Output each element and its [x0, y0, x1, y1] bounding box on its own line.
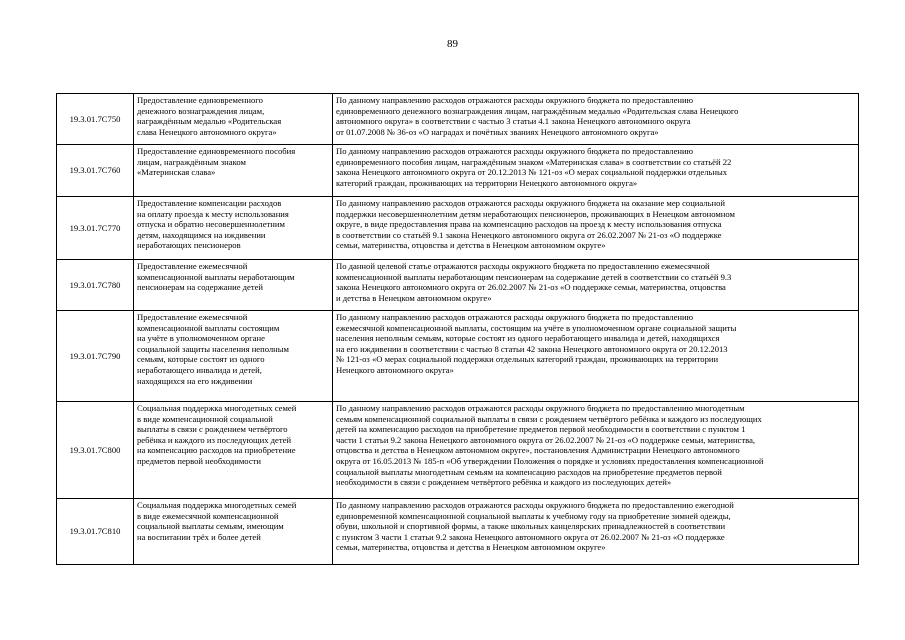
table-row: [57, 499, 859, 565]
row-name: Предоставление ежемесячной компенсационной выплаты неработающим пенсионерам на содержание детей: [134, 260, 333, 311]
row-code: 19.3.01.7С770: [57, 197, 134, 260]
table-row: [57, 94, 859, 145]
row-description: По данному направлению расходов отражаются расходы окружного бюджета по предоставлению многодетным семьям компенсационной социальной выплаты в связи с рождением четвёртого ребёнка и каждого из последующих детей на компенсацию расходов на приобретение предметов первой необходимости в соответствии с пунктом 1 части 1 статьи 9.2 закона Ненецкого автономного округа от 26.02.2007 № 21-оз «О поддержке семьи, материнства, отцовства и детства в Ненецком автономном округе», постановления Администрации Ненецкого автономного округа от 16.05.2013 № 185-п «Об утверждении Положения о порядке и условиях предоставления компенсационной социальной выплаты многодетным семьям на компенсацию расходов на приобретение предметов первой необходимости в связи с рождением четвёртого ребёнка и каждого из последующих детей»: [333, 402, 859, 499]
row-description: По данному направлению расходов отражаются расходы окружного бюджета по предоставлению единовременного денежного вознаграждения лицам, награждённым медалью «Родительская слава Ненецкого автономного округа» в соответствии с частью 3 статьи 4.1 закона Ненецкого автономного округа от 01.07.2008 № 36-оз «О наградах и почётных званиях Ненецкого автономного округа»: [333, 94, 859, 145]
row-description: По данной целевой статье отражаются расходы окружного бюджета по предоставлению ежемесячной компенсационной выплаты неработающим пенсионерам на содержание детей в соответствии со статьёй 9.3 закона Ненецкого автономного округа от 26.02.2007 № 21-оз «О поддержке семьи, материнства, отцовства и детства в Ненецком автономном округе»: [333, 260, 859, 311]
row-name: Социальная поддержка многодетных семей в виде компенсационной социальной выплаты в связи с рождением четвёртого ребёнка и каждого из последующих детей на компенсацию расходов на приобретение предметов первой необходимости: [134, 402, 333, 499]
row-name: Предоставление ежемесячной компенсационной выплаты состоящим на учёте в уполномоченном органе социальной защиты населения неполным семьям, которые состоят из одного неработающего инвалида и детей, находящихся на его иждивении: [134, 311, 333, 402]
row-code: 19.3.01.7С790: [57, 311, 134, 402]
row-description: По данному направлению расходов отражаются расходы окружного бюджета по предоставлению единовременного пособия лицам, награждённым знаком «Материнская слава» в соответствии со статьёй 22 закона Ненецкого автономного округа от 20.12.2013 № 121-оз «О мерах социальной поддержки отдельных категорий граждан, проживающих на территории Ненецкого автономного округа»: [333, 145, 859, 197]
page-number: 89: [447, 38, 458, 50]
table-row: [57, 311, 859, 402]
row-description: По данному направлению расходов отражаются расходы окружного бюджета по предоставлению ежегодной единовременной компенсационной социальной выплаты к учебному году на приобретение зимней одежды, обуви, школьной и спортивной формы, а также школьных канцелярских принадлежностей в соответствии с пунктом 3 части 1 статьи 9.2 закона Ненецкого автономного округа от 26.02.2007 № 21-оз «О поддержке семьи, материнства, отцовства и детства в Ненецком автономном округе»: [333, 499, 859, 565]
row-name: Предоставление единовременного пособия лицам, награждённым знаком «Материнская слава»: [134, 145, 333, 197]
table-row: [57, 197, 859, 260]
table-row: [57, 402, 859, 499]
row-code: 19.3.01.7С810: [57, 499, 134, 565]
row-name: Социальная поддержка многодетных семей в виде ежемесячной компенсационной социальной выплаты семьям, имеющим на воспитании трёх и более детей: [134, 499, 333, 565]
budget-classification-table: [56, 93, 859, 565]
row-description: По данному направлению расходов отражаются расходы окружного бюджета на оказание мер социальной поддержки несовершеннолетним детям неработающих пенсионеров, проживающих в Ненецком автономном округе, в виде предоставления права на компенсацию расходов на проезд к месту использования отпуска в соответствии со статьёй 9.1 закона Ненецкого автономного округа от 26.02.2007 № 21-оз «О поддержке семьи, материнства, отцовства и детства в Ненецком автономном округе»: [333, 197, 859, 260]
row-code: 19.3.01.7С760: [57, 145, 134, 197]
row-code: 19.3.01.7С780: [57, 260, 134, 311]
table-row: [57, 260, 859, 311]
row-code: 19.3.01.7С750: [57, 94, 134, 145]
row-name: Предоставление единовременного денежного вознаграждения лицам, награждённым медалью «Родительская слава Ненецкого автономного округа»: [134, 94, 333, 145]
row-description: По данному направлению расходов отражаются расходы окружного бюджета по предоставлению ежемесячной компенсационной выплаты, состоящим на учёте в уполномоченном органе социальной защиты населения неполным семьям, которые состоят из одного неработающего инвалида и детей, находящихся на его иждивении в соответствии с частью 8 статьи 42 закона Ненецкого автономного округа от 20.12.2013 № 121-оз «О мерах социальной поддержки отдельных категорий граждан, проживающих на территории Ненецкого автономного округа»: [333, 311, 859, 402]
table-row: [57, 145, 859, 197]
row-code: 19.3.01.7С800: [57, 402, 134, 499]
row-name: Предоставление компенсации расходов на оплату проезда к месту использования отпуска и обратно несовершеннолетним детям, находящимся на иждивении неработающих пенсионеров: [134, 197, 333, 260]
